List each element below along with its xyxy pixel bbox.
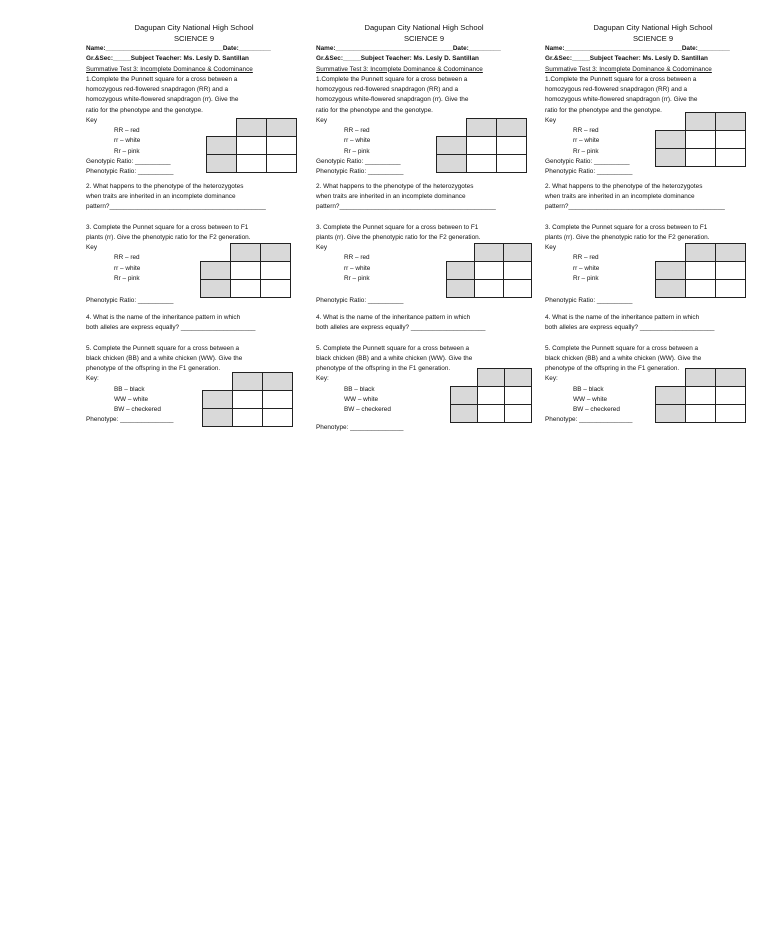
q1-key-label: Key (545, 116, 557, 124)
question-3 (316, 223, 532, 310)
name-date-line: Name:_________________________________Date:_________ (545, 45, 730, 52)
q3-punnett-square[interactable] (655, 243, 746, 298)
q4-text-line: both alleles are express equally? _____________________ (86, 324, 256, 332)
school-name: Dagupan City National High School (134, 23, 254, 32)
q4-text-line: 4. What is the name of the inheritance pattern in which (86, 314, 241, 321)
q5-key-item: WW – white (114, 395, 149, 403)
q3-key-label: Key (316, 244, 328, 251)
q4-text-line: 4. What is the name of the inheritance pattern in which (316, 314, 471, 321)
q1-text-line: ratio for the phenotype and the genotype. (316, 106, 433, 114)
q3-key-item: rr – white (114, 264, 141, 272)
q1-phenotypic-ratio: Phenotypic Ratio: __________ (86, 168, 174, 175)
q5-key-item: BB – black (114, 385, 145, 393)
q3-key-item: Rr – pink (573, 274, 599, 282)
q5-text-line: black chicken (BB) and a white chicken (WW). Give the (545, 354, 702, 362)
q5-phenotype: Phenotype: _______________ (86, 416, 174, 424)
q3-phenotypic-ratio: Phenotypic Ratio: __________ (545, 297, 633, 304)
question-5 (316, 344, 532, 435)
q1-key-item: RR – red (114, 127, 140, 134)
q5-text-line: 5. Complete the Punnett square for a cross between a (316, 344, 470, 352)
q4-text-line: both alleles are express equally? _____________________ (316, 324, 486, 332)
q5-punnett-square[interactable] (450, 368, 532, 423)
question-4 (316, 313, 532, 334)
q1-genotypic-ratio: Genotypic Ratio: __________ (86, 157, 171, 165)
q1-phenotypic-ratio: Phenotypic Ratio: __________ (545, 168, 633, 175)
q5-text-line: 5. Complete the Punnett square for a cross between a (545, 344, 699, 352)
q2-text-line: 2. What happens to the phenotype of the heterozygotes (86, 182, 244, 190)
question-1 (316, 75, 532, 174)
q5-text-line: 5. Complete the Punnett square for a cross between a (86, 344, 240, 352)
q2-text-line: 2. What happens to the phenotype of the heterozygotes (316, 182, 474, 190)
q2-text-line: when traits are inherited in an incomplete dominance (316, 193, 466, 200)
q1-key-item: rr – white (344, 137, 371, 145)
q4-text-line: both alleles are express equally? _____________________ (545, 324, 715, 332)
section-teacher-line: Gr.&Sec:_____Subject Teacher: Ms. Lesly D. Santillan (316, 55, 479, 63)
quiz-copy-2 (316, 22, 532, 434)
q1-text-line: ratio for the phenotype and the genotype. (545, 106, 662, 114)
q5-key-item: BW – checkered (573, 406, 620, 413)
question-5 (545, 344, 761, 435)
q1-key-item: Rr – pink (344, 147, 370, 155)
q1-punnett-square[interactable] (436, 118, 527, 173)
q3-text-line: 3. Complete the Punnet square for a cross between to F1 (316, 223, 479, 231)
q1-text-line: 1.Complete the Punnett square for a cross between a (316, 75, 468, 83)
q3-key-item: Rr – pink (114, 274, 140, 282)
q3-text-line: plants (rr). Give the phenotypic ratio for the F2 generation. (545, 233, 710, 241)
q1-text-line: homozygous red-flowered snapdragon (RR) and a (545, 86, 688, 93)
q2-text-line: 2. What happens to the phenotype of the heterozygotes (545, 182, 703, 190)
q3-key-item: RR – red (344, 254, 370, 262)
test-title: Summative Test 3: Incomplete Dominance & Codominance (316, 65, 483, 73)
q5-key-item: WW – white (573, 395, 608, 403)
q5-key-item: BB – black (344, 385, 375, 393)
question-1 (545, 75, 761, 174)
q1-key-label: Key (316, 116, 328, 124)
name-date-line: Name:_________________________________Date:_________ (86, 45, 271, 52)
q5-key-item: WW – white (344, 395, 379, 403)
q3-key-item: RR – red (114, 254, 140, 262)
test-title: Summative Test 3: Incomplete Dominance & Codominance (86, 65, 253, 73)
question-3 (545, 223, 761, 310)
q1-key-item: RR – red (344, 127, 370, 134)
q5-key-item: BW – checkered (114, 406, 161, 413)
q5-text-line: black chicken (BB) and a white chicken (WW). Give the (316, 354, 473, 362)
q4-text-line: 4. What is the name of the inheritance pattern in which (545, 314, 700, 321)
section-teacher-line: Gr.&Sec:_____Subject Teacher: Ms. Lesly D. Santillan (86, 55, 249, 63)
question-2 (545, 182, 761, 213)
q1-key-item: Rr – pink (114, 147, 140, 155)
q3-phenotypic-ratio: Phenotypic Ratio: __________ (316, 297, 404, 304)
q1-punnett-square[interactable] (655, 112, 746, 167)
quiz-copy-3 (545, 22, 761, 434)
q5-key-item: BB – black (573, 385, 604, 393)
q3-punnett-square[interactable] (446, 243, 532, 298)
question-2 (86, 182, 302, 213)
question-5 (86, 344, 302, 435)
subject-title: SCIENCE 9 (632, 34, 674, 43)
q1-text-line: 1.Complete the Punnett square for a cross between a (86, 75, 238, 83)
q1-text-line: homozygous white-flowered snapdragon (rr). Give the (86, 96, 239, 104)
question-2 (316, 182, 532, 213)
q5-key-label: Key: (545, 375, 558, 383)
q2-text-line: pattern?____________________________________________ (545, 203, 725, 211)
q2-text-line: when traits are inherited in an incomplete dominance (545, 193, 695, 200)
q1-text-line: ratio for the phenotype and the genotype. (86, 106, 203, 114)
subject-title: SCIENCE 9 (173, 34, 215, 43)
q5-phenotype: Phenotype: _______________ (545, 416, 633, 424)
subject-title: SCIENCE 9 (403, 34, 445, 43)
q1-genotypic-ratio: Genotypic Ratio: __________ (545, 157, 630, 165)
q1-text-line: homozygous white-flowered snapdragon (rr). Give the (316, 96, 469, 104)
q3-text-line: plants (rr). Give the phenotypic ratio for the F2 generation. (316, 233, 481, 241)
q1-punnett-square[interactable] (206, 118, 297, 173)
q1-key-label: Key (86, 116, 98, 124)
q1-key-item: Rr – pink (573, 147, 599, 155)
q3-punnett-square[interactable] (200, 243, 291, 298)
q5-text-line: phenotype of the offspring in the F1 generation. (545, 365, 680, 372)
question-3 (86, 223, 302, 310)
q3-text-line: 3. Complete the Punnet square for a cross between to F1 (545, 223, 708, 231)
question-4 (545, 313, 761, 334)
q3-text-line: 3. Complete the Punnet square for a cross between to F1 (86, 223, 249, 231)
q1-key-item: RR – red (573, 127, 599, 134)
q5-punnett-square[interactable] (202, 372, 293, 427)
q1-genotypic-ratio: Genotypic Ratio: __________ (316, 157, 401, 165)
q1-text-line: homozygous white-flowered snapdragon (rr). Give the (545, 96, 698, 104)
q5-key-label: Key: (316, 375, 329, 383)
q2-text-line: when traits are inherited in an incomplete dominance (86, 193, 236, 200)
q2-text-line: pattern?____________________________________________ (86, 203, 266, 211)
q1-key-item: rr – white (114, 137, 141, 145)
q3-key-item: rr – white (344, 264, 371, 272)
q3-text-line: plants (rr). Give the phenotypic ratio for the F2 generation. (86, 233, 251, 241)
q5-key-item: BW – checkered (344, 406, 391, 413)
quiz-copy-1 (86, 22, 302, 434)
q5-text-line: black chicken (BB) and a white chicken (WW). Give the (86, 354, 243, 362)
q3-key-item: rr – white (573, 264, 600, 272)
question-4 (86, 313, 302, 334)
q1-text-line: homozygous red-flowered snapdragon (RR) and a (316, 86, 459, 93)
q3-key-item: Rr – pink (344, 274, 370, 282)
test-title: Summative Test 3: Incomplete Dominance & Codominance (545, 65, 712, 73)
q1-text-line: homozygous red-flowered snapdragon (RR) and a (86, 86, 229, 93)
section-teacher-line: Gr.&Sec:_____Subject Teacher: Ms. Lesly D. Santillan (545, 55, 708, 63)
question-1 (86, 75, 302, 174)
q3-key-label: Key (86, 244, 98, 251)
school-name: Dagupan City National High School (364, 23, 484, 32)
q1-phenotypic-ratio: Phenotypic Ratio: __________ (316, 168, 404, 175)
q3-phenotypic-ratio: Phenotypic Ratio: __________ (86, 297, 174, 304)
school-name: Dagupan City National High School (593, 23, 713, 32)
q5-phenotype: Phenotype: _______________ (316, 424, 404, 432)
q1-key-item: rr – white (573, 137, 600, 145)
name-date-line: Name:_________________________________Date:_________ (316, 45, 501, 52)
q5-punnett-square[interactable] (655, 368, 746, 423)
q2-text-line: pattern?____________________________________________ (316, 203, 496, 211)
q5-key-label: Key: (86, 375, 99, 383)
q1-text-line: 1.Complete the Punnett square for a cross between a (545, 75, 697, 83)
q3-key-label: Key (545, 244, 557, 251)
q3-key-item: RR – red (573, 254, 599, 262)
q5-text-line: phenotype of the offspring in the F1 generation. (316, 365, 451, 372)
q5-text-line: phenotype of the offspring in the F1 generation. (86, 365, 221, 372)
